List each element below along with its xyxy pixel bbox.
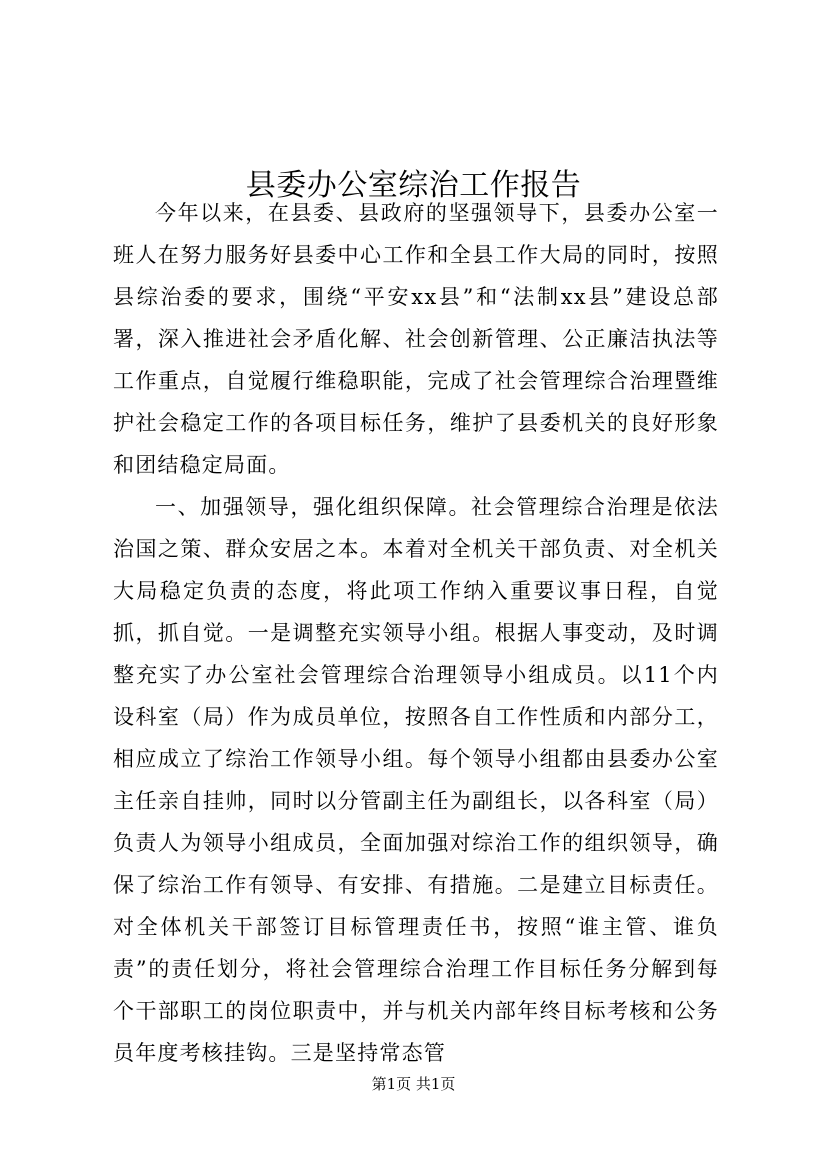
document-body	[113, 192, 719, 1074]
paragraph-intro: 今年以来，在县委、县政府的坚强领导下，县委办公室一班人在努力服务好县委中心工作和全县工作大局的同时，按照县综治委的要求，围绕“平安xx县”和“法制xx县”建设总部署，深入推进社会矛盾化解、社会创新管理、公正廉洁执法等工作重点，自觉履行维稳职能，完成了社会管理综合治理暨维护社会稳定工作的各项目标任务，维护了县委机关的良好形象和团结稳定局面。	[113, 201, 719, 477]
paragraph-section-one: 一、加强领导，强化组织保障。社会管理综合治理是依法治国之策、群众安居之本。本着对全机关干部负责、对全机关大局稳定负责的态度，将此项工作纳入重要议事日程，自觉抓，抓自觉。一是调整充实领导小组。根据人事变动，及时调整充实了办公室社会管理综合治理领导小组成员。以11个内设科室（局）作为成员单位，按照各自工作性质和内部分工，相应成立了综治工作领导小组。每个领导小组都由县委办公室主任亲自挂帅，同时以分管副主任为副组长，以各科室（局）负责人为领导小组成员，全面加强对综治工作的组织领导，确保了综治工作有领导、有安排、有措施。二是建立目标责任。对全体机关干部签订目标管理责任书，按照“谁主管、谁负责”的责任划分，将社会管理综合治理工作目标任务分解到每个干部职工的岗位职责中，并与机关内部年终目标考核和公务员年度考核挂钩。三是坚持常态管	[113, 495, 719, 1065]
page-number-footer: 第1页 共1页	[371, 1075, 456, 1093]
document-title: 县委办公室综治工作报告	[245, 168, 582, 204]
